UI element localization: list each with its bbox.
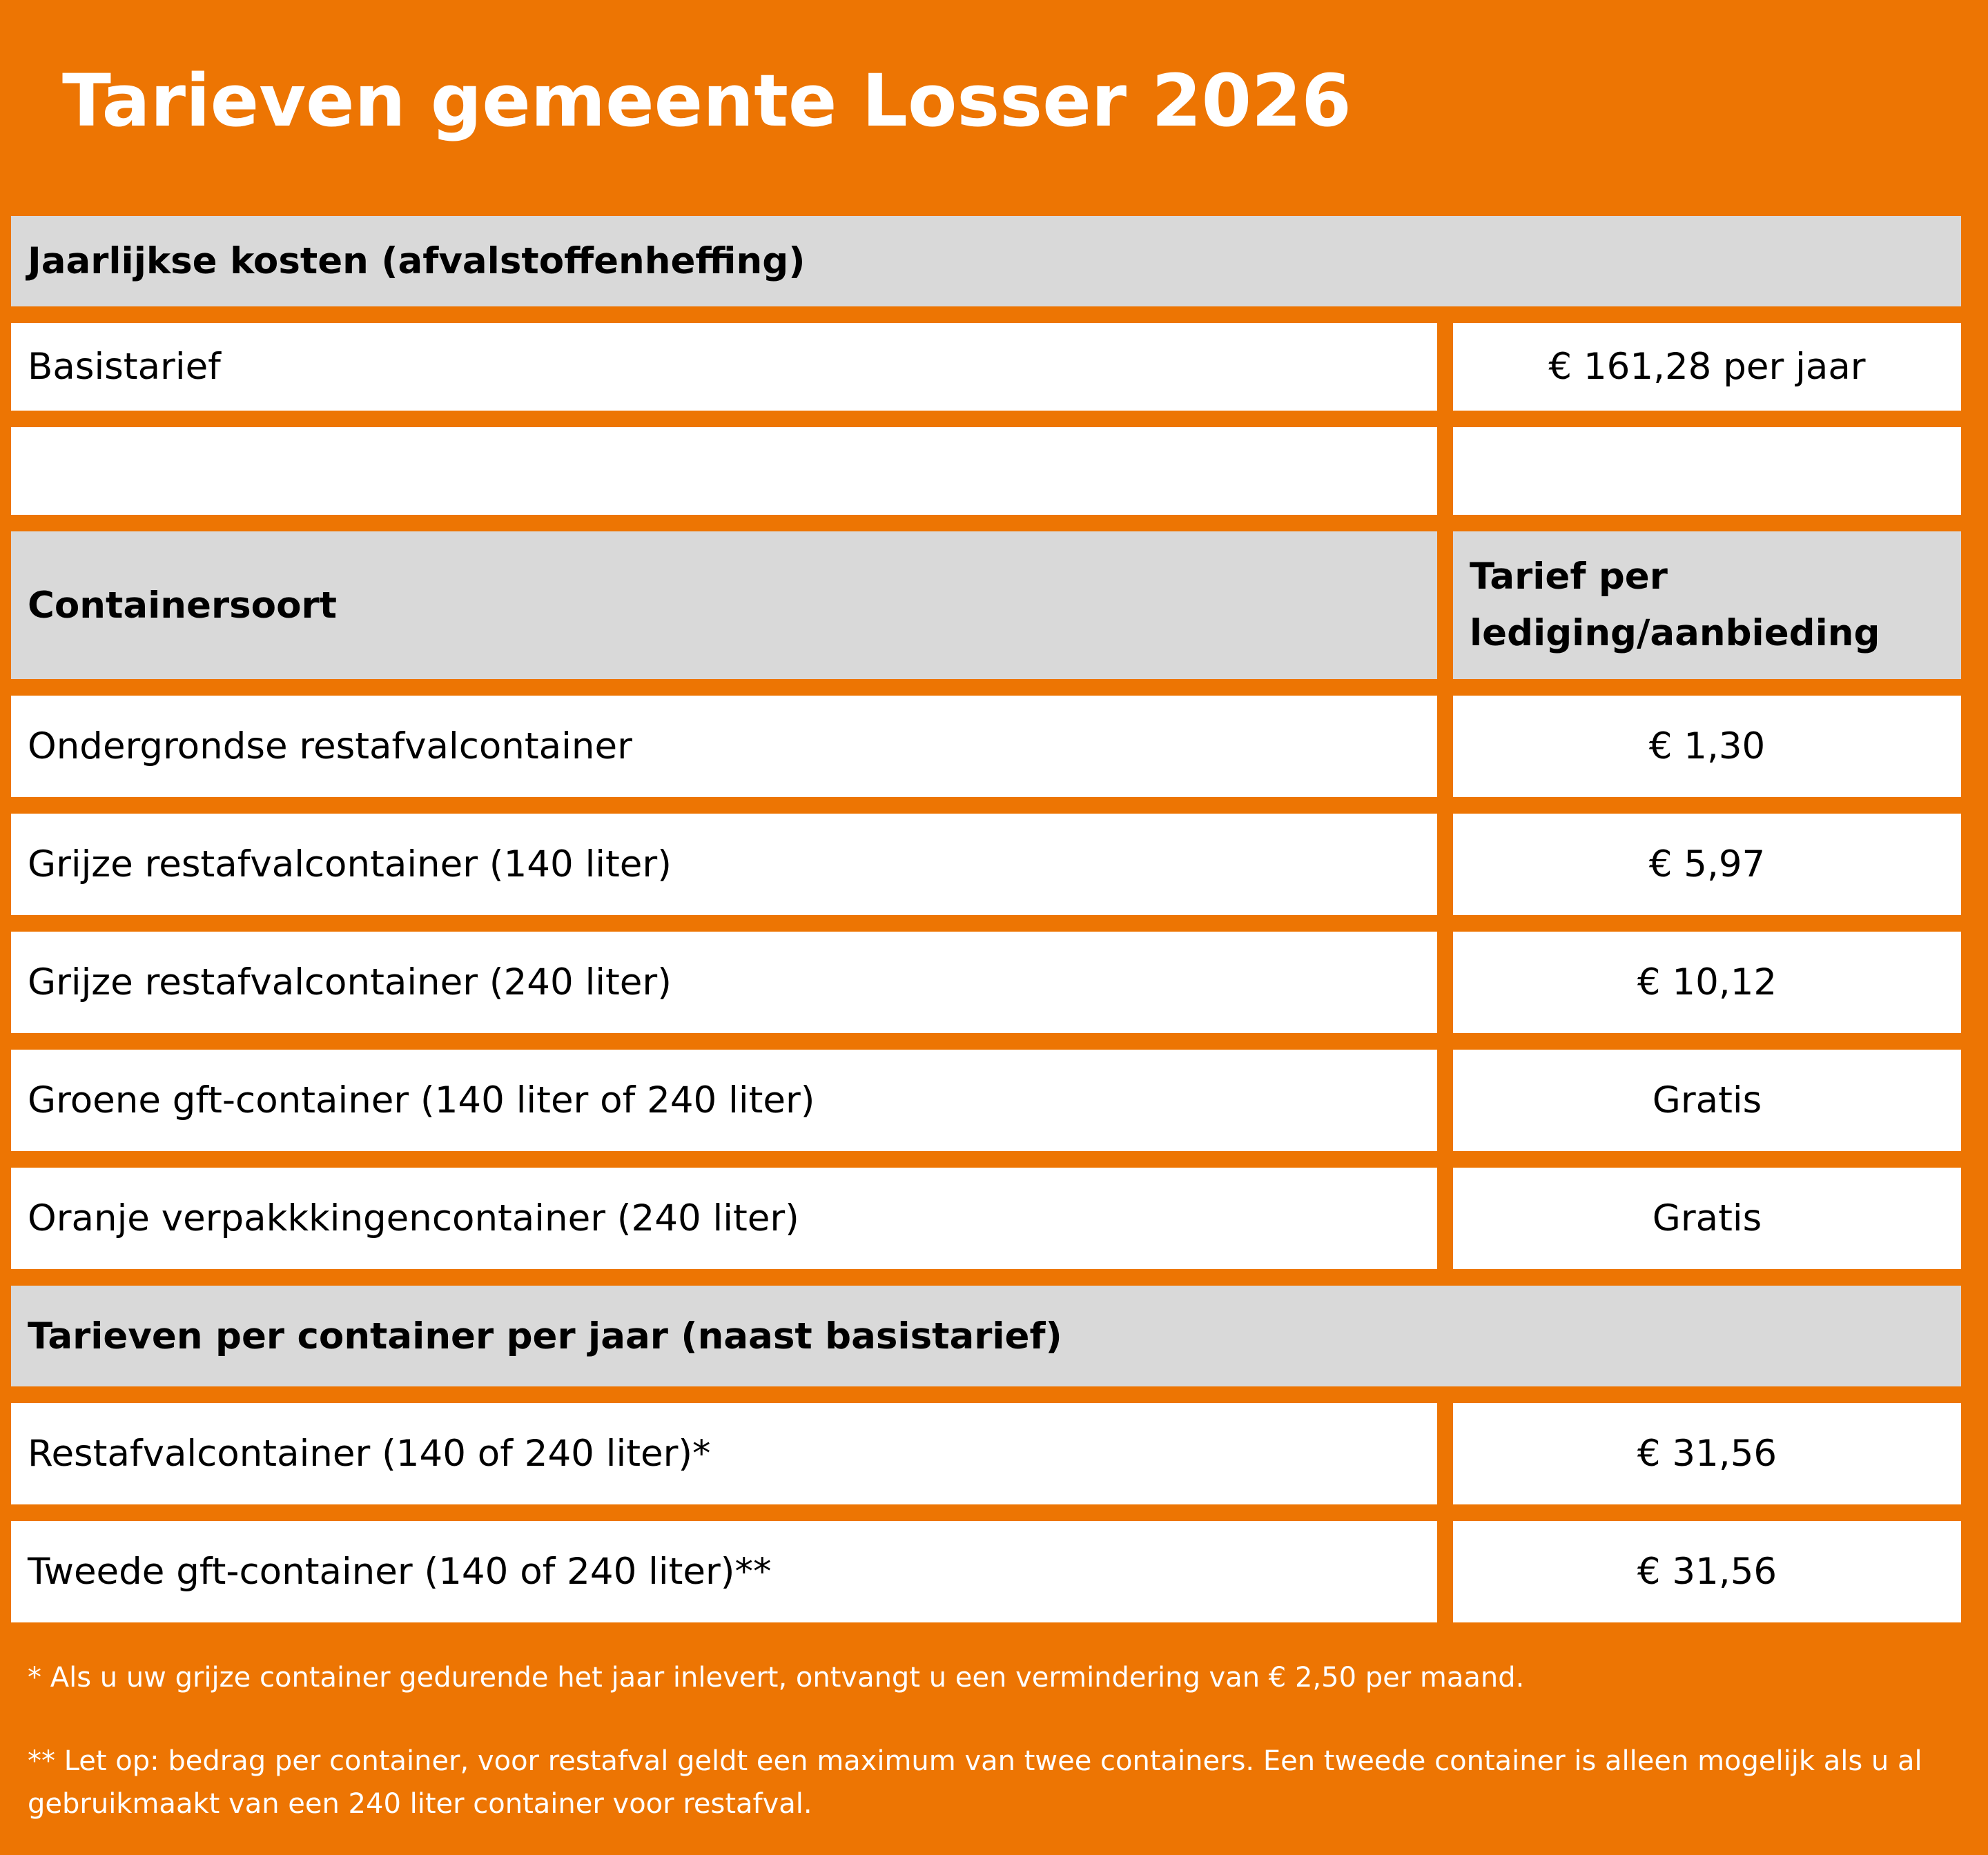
column-header-tarief: Tarief per lediging/aanbieding	[1453, 531, 1961, 679]
row-value-container: € 1,30	[1453, 696, 1961, 797]
section-header-per-year: Tarieven per container per jaar (naast basistarief)	[11, 1286, 1961, 1386]
row-value-container: Gratis	[1453, 1050, 1961, 1151]
row-value-restafvalcontainer: € 31,56	[1453, 1403, 1961, 1504]
row-value-container: € 5,97	[1453, 814, 1961, 915]
section-header-annual-costs: Jaarlijkse kosten (afvalstoffenheffing)	[11, 216, 1961, 306]
row-label-empty	[11, 427, 1437, 515]
row-label-restafvalcontainer: Restafvalcontainer (140 of 240 liter)*	[11, 1403, 1437, 1504]
row-label-tweede-gft: Tweede gft-container (140 of 240 liter)**	[11, 1521, 1437, 1622]
row-label-container: Oranje verpakkkingencontainer (240 liter)	[11, 1168, 1437, 1269]
column-header-containersoort: Containersoort	[11, 531, 1437, 679]
row-label-container: Groene gft-container (140 liter of 240 liter)	[11, 1050, 1437, 1151]
row-value-container: € 10,12	[1453, 932, 1961, 1033]
row-label-container: Ondergrondse restafvalcontainer	[11, 696, 1437, 797]
footnote-double-asterisk: ** Let op: bedrag per container, voor restafval geldt een maximum van twee containers. Een tweede container is alleen mogelijk als u al gebruikmaakt van een 240 liter container voor restafval.	[28, 1745, 1922, 1820]
row-value-empty	[1453, 427, 1961, 515]
row-value-basistarief: € 161,28 per jaar	[1453, 323, 1961, 411]
footnote-single-asterisk: * Als u uw grijze container gedurende het jaar inlevert, ontvangt u een vermindering van € 2,50 per maand.	[28, 1662, 1525, 1694]
row-value-tweede-gft: € 31,56	[1453, 1521, 1961, 1622]
row-label-container: Grijze restafvalcontainer (240 liter)	[11, 932, 1437, 1033]
page-title: Tarieven gemeente Losser 2026	[62, 59, 1352, 143]
row-label-container: Grijze restafvalcontainer (140 liter)	[11, 814, 1437, 915]
row-label-basistarief: Basistarief	[11, 323, 1437, 411]
row-value-container: Gratis	[1453, 1168, 1961, 1269]
